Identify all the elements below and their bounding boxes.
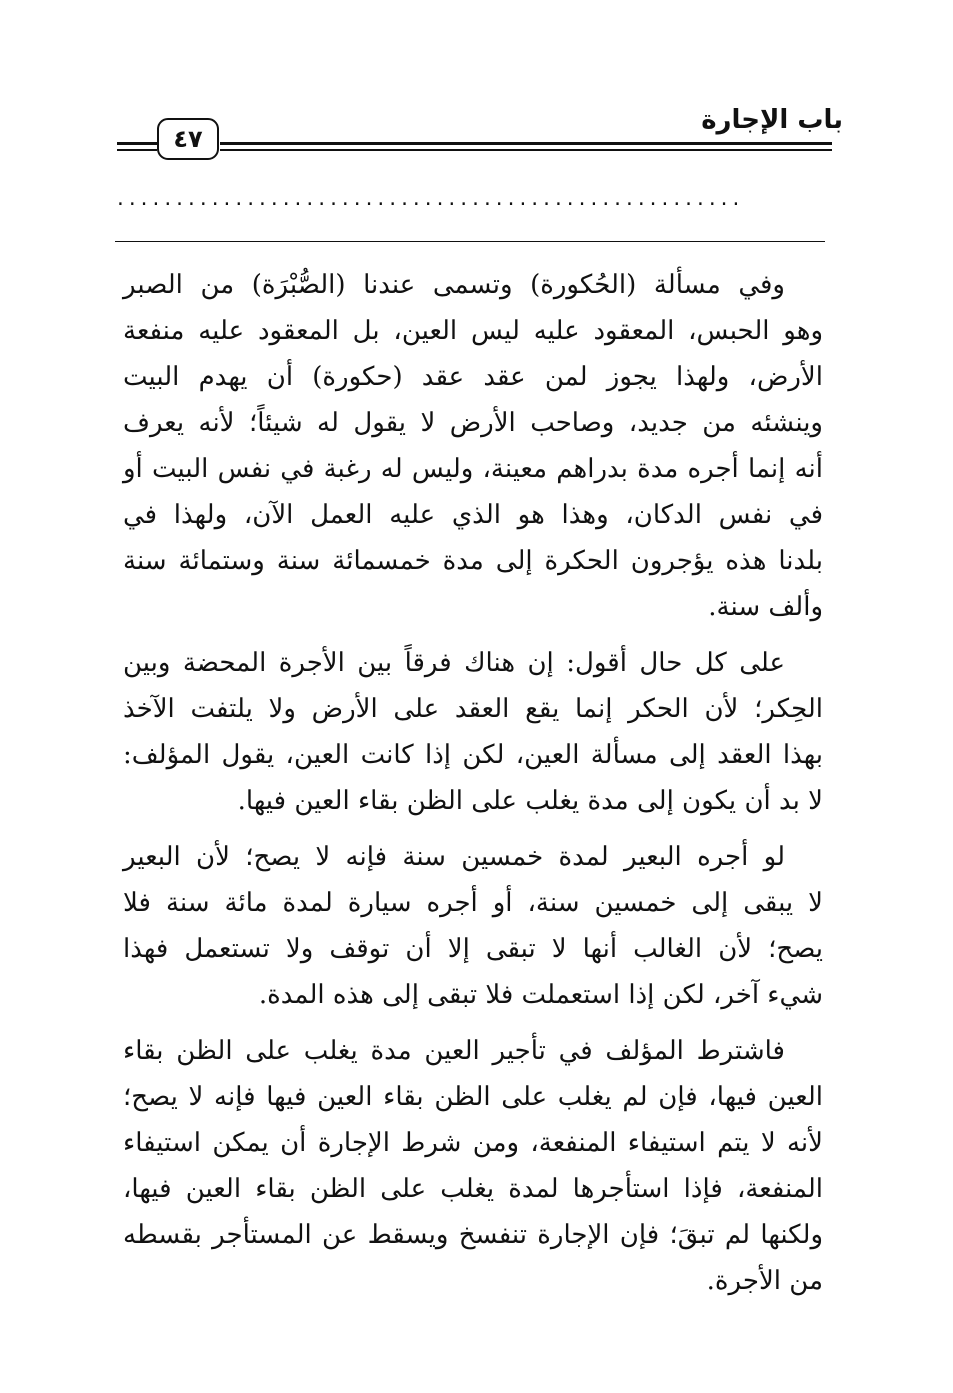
text-line: في نفس الدكان، وهذا هو الذي عليه العمل الآن، ولهذا في (123, 500, 823, 530)
header-double-rule (220, 142, 832, 151)
text-line: لو أجره البعير لمدة خمسين سنة فإنه لا يصح؛ لأن البعير (123, 842, 785, 872)
page-number: ٤٧ (157, 118, 219, 160)
paragraph-4 (123, 1028, 823, 1304)
header-double-rule-left (117, 142, 157, 151)
text-line: لا بد أن يكون إلى مدة يغلب على الظن بقاء العين فيها. (237, 786, 823, 816)
text-line: أنه إنما أجره مدة بدراهم معينة، وليس له رغبة في نفس البيت أو (123, 454, 823, 484)
text-line: الحِكر؛ لأن الحكر إنما يقع العقد على الأرض ولا يلتفت الآخذ (123, 694, 823, 724)
text-line: بهذا العقد إلى مسألة العين، لكن إذا كانت العين، يقول المؤلف: (123, 740, 823, 770)
text-line: الأرض، ولهذا يجوز لمن عقد عقد (حكورة) أن يهدم البيت (123, 362, 823, 392)
text-line: العين فيها، فإن لم يغلب على الظن بقاء العين فيها فإنه لا يصح؛ (123, 1082, 823, 1112)
text-line: بلدنا هذه يؤجرون الحكرة إلى مدة خمسمائة سنة وستمائة سنة (123, 546, 823, 576)
chapter-title: باب الإجارة (701, 105, 843, 135)
text-line: لأنه لا يتم استيفاء المنفعة، ومن شرط الإجارة أن يمكن استيفاء (123, 1128, 823, 1158)
paragraph-2 (123, 640, 823, 824)
body-text (123, 262, 823, 1314)
text-line: المنفعة، فإذا استأجرها لمدة يغلب على الظن بقاء العين فيها، (123, 1174, 823, 1204)
text-line: من الأجرة. (706, 1266, 823, 1296)
text-line: على كل حال أقول: إن هناك فرقاً بين الأجرة المحضة وبين (123, 648, 785, 678)
paragraph-3 (123, 834, 823, 1018)
text-line: ولكنها لم تبقَ؛ فإن الإجارة تنفسخ ويسقط عن المستأجر بقسطه (123, 1220, 823, 1250)
text-line: لا يبقى إلى خمسين سنة، أو أجره سيارة لمدة مائة سنة فلا (123, 888, 823, 918)
text-line: وألف سنة. (708, 592, 823, 622)
text-line: فاشترط المؤلف في تأجير العين مدة يغلب على الظن بقاء (123, 1036, 785, 1066)
text-line: شيء آخر، لكن إذا استعملت فلا تبقى إلى هذه المدة. (258, 980, 823, 1010)
footnote-divider (115, 241, 825, 242)
text-line: وينشئه من جديد، وصاحب الأرض لا يقول له شيئاً؛ لأنه يعرف (123, 408, 823, 438)
dotted-separator: ..................................................... (115, 190, 743, 210)
text-line: وفي مسألة (الحُكورة) وتسمى عندنا (الصُّبْرَة) من الصبر (123, 270, 785, 300)
text-line: وهو الحبس، المعقود عليه ليس العين، بل المعقود عليه منفعة (123, 316, 823, 346)
text-line: يصح؛ لأن الغالب أنها لا تبقى إلا أن توقف ولا تستعمل فهذا (123, 934, 823, 964)
paragraph-1 (123, 262, 823, 630)
